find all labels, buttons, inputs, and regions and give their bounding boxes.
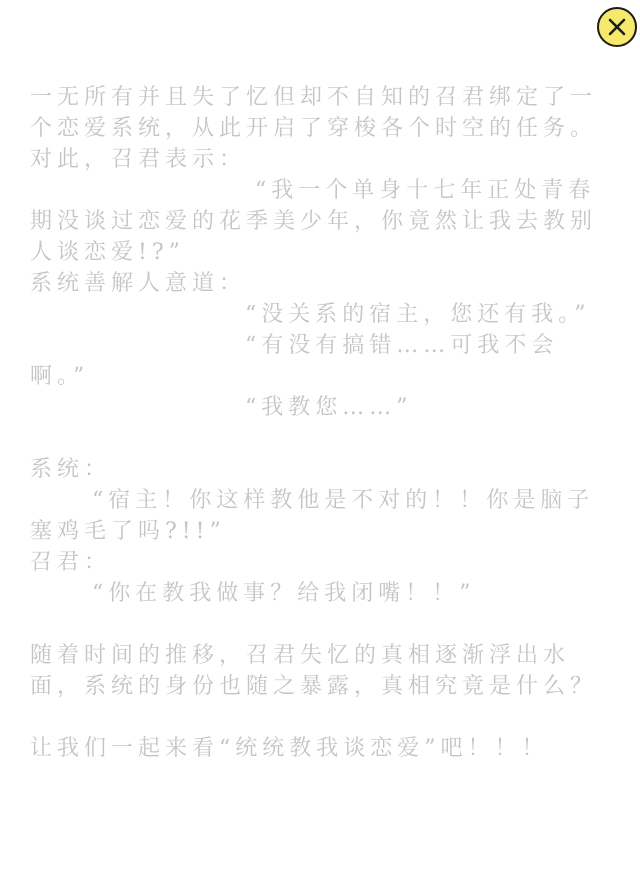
story-line-response-label: 对此，召君表示： — [30, 147, 247, 172]
story-quote-doubt: “有没有搞错……可我不会啊。” — [30, 333, 559, 389]
story-quote-system-scold: “宿主！你这样教他是不对的！！你是脑子塞鸡毛了吗?!!” — [30, 488, 595, 544]
spacer — [30, 702, 605, 733]
story-paragraph-reveal: 随着时间的推移，召君失忆的真相逐渐浮出水面，系统的身份也随之暴露，真相究竟是什么？ — [30, 643, 598, 699]
story-text — [30, 82, 605, 764]
story-speaker-zhaojun: 召君： — [30, 550, 112, 575]
story-line-system-label: 系统善解人意道： — [30, 271, 247, 296]
story-quote-zhaojun-retort: “你在教我做事？给我闭嘴！！” — [92, 581, 476, 606]
story-quote-protest: “我一个单身十七年正处青春期没谈过恋爱的花季美少年，你竟然让我去教别人谈恋爱!?” — [30, 178, 598, 265]
spacer — [30, 609, 605, 640]
story-quote-system-reply: “没关系的宿主，您还有我。” — [245, 302, 591, 327]
story-paragraph-closing: 让我们一起来看“统统教我谈恋爱”吧！！！ — [30, 736, 549, 761]
story-speaker-system: 系统： — [30, 457, 112, 482]
spacer — [30, 423, 605, 454]
close-icon — [605, 15, 629, 39]
story-quote-teach: “我教您……” — [245, 395, 413, 420]
story-paragraph-intro: 一无所有并且失了忆但却不自知的召君绑定了一个恋爱系统，从此开启了穿梭各个时空的任务。 — [30, 85, 598, 141]
close-button[interactable] — [597, 7, 637, 47]
